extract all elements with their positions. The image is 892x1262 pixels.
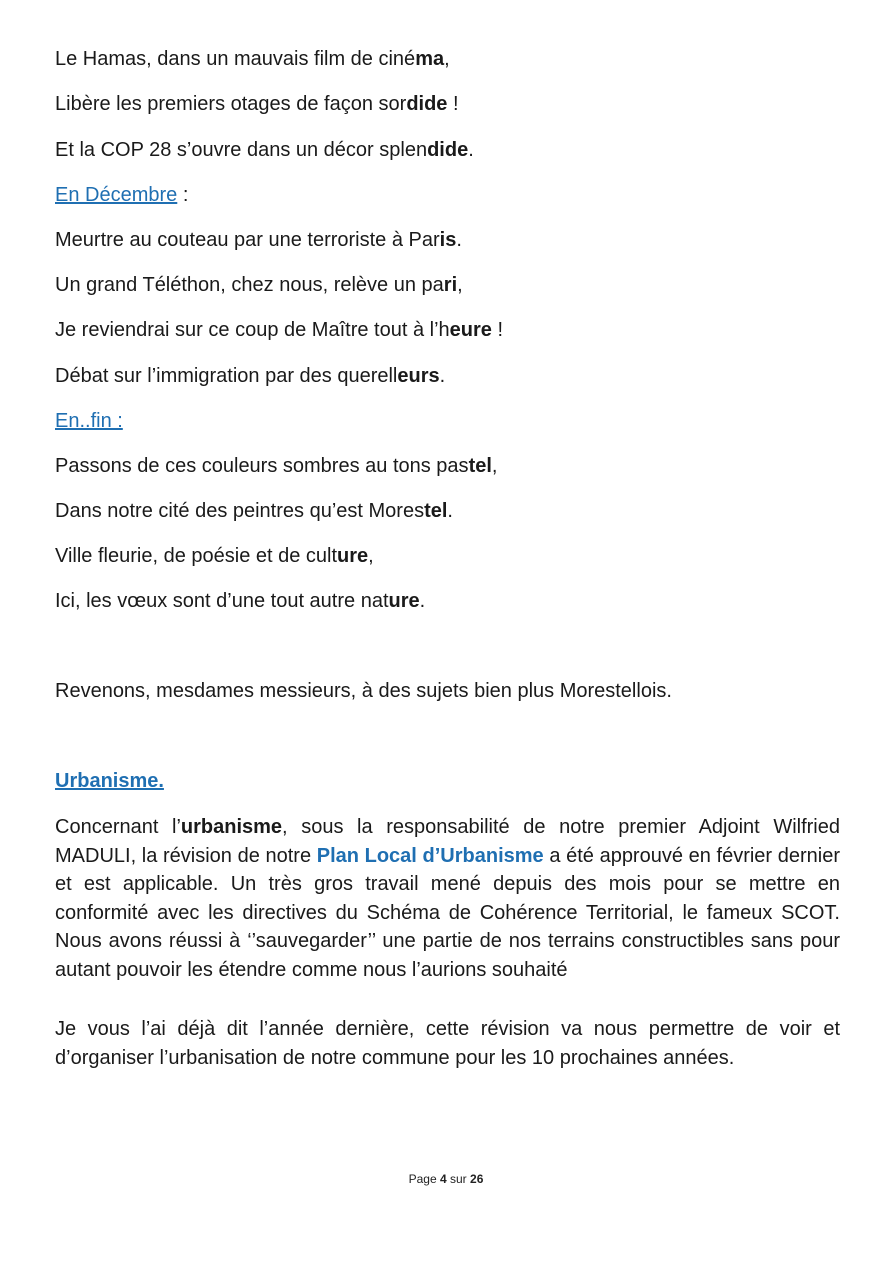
subheading-link[interactable]: En Décembre [55, 184, 178, 206]
poem-line: Libère les premiers otages de façon sordide ! [55, 93, 459, 115]
poem-line: Débat sur l’immigration par des querelleurs. [55, 365, 446, 387]
poem-line: Dans notre cité des peintres qu’est Morestel. [55, 500, 453, 522]
poem-subheading [55, 408, 123, 434]
poem-subheading: En Décembre : [55, 184, 189, 206]
transition-sentence: Revenons, mesdames messieurs, à des sujets bien plus Morestellois. [55, 680, 672, 702]
page-number: Page 4 sur 26 [408, 1172, 484, 1186]
poem-line: Ici, les vœux sont d’une tout autre nature. [55, 590, 426, 612]
poem-line: Meurtre au couteau par une terroriste à Paris. [55, 229, 462, 251]
urbanisme-paragraph-1: Concernant l’urbanisme, sous la responsabilité de notre premier Adjoint Wilfried MADULI, la révision de notre Plan Local d’Urbanisme a été approuvé en février dernier et est applicable. Un très gros travail mené depuis des mois pour se mettre en conformité avec les directives du Schéma de Cohérence Territorial, le fameux SCOT. Nous avons réussi à ‘’sauvegarder’’ une partie de nos terrains constructibles sans pour autant pouvoir les étendre comme nous l’aurions souhaité [55, 816, 841, 981]
urbanisme-paragraph-2: Je vous l’ai déjà dit l’année dernière, cette révision va nous permettre de voir et d’organiser l’urbanisation de notre commune pour les 10 prochaines années. [55, 1018, 840, 1069]
poem-line: Le Hamas, dans un mauvais film de cinéma, [55, 48, 450, 70]
poem-line: Et la COP 28 s’ouvre dans un décor splendide. [55, 139, 474, 161]
poem-line: Passons de ces couleurs sombres au tons pastel, [55, 455, 498, 477]
poem-line: Ville fleurie, de poésie et de culture, [55, 545, 374, 567]
section-title[interactable]: Urbanisme. [55, 770, 164, 792]
subheading-link[interactable]: En..fin : [55, 410, 123, 432]
plu-highlight: Plan Local d’Urbanisme [316, 844, 544, 867]
poem-line: Un grand Téléthon, chez nous, relève un pari, [55, 274, 463, 296]
poem-line: Je reviendrai sur ce coup de Maître tout à l’heure ! [55, 319, 504, 341]
